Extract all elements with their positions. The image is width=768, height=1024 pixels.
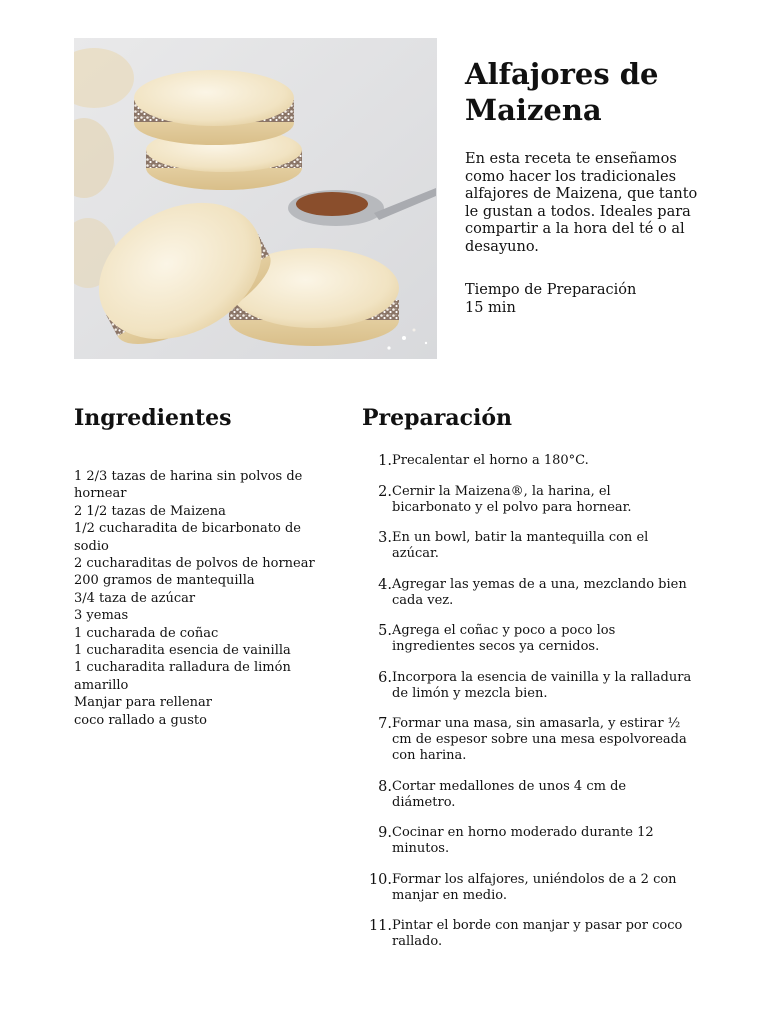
preparation-heading: Preparación bbox=[362, 405, 513, 431]
step-item bbox=[362, 623, 702, 655]
preparation-steps bbox=[362, 453, 702, 965]
prep-time bbox=[465, 282, 705, 317]
step-number: 11. bbox=[368, 918, 392, 934]
ingredient-item: 1 2/3 tazas de harina sin polvos de hornear bbox=[74, 469, 303, 502]
step-number: 1. bbox=[378, 453, 392, 469]
recipe-intro: En esta receta te enseñamos como hacer los tradicionales alfajores de Maizena, que tanto le gustan a todos. Ideales para compartir a la hora del té o al desayuno. bbox=[465, 151, 698, 255]
step-item bbox=[362, 779, 702, 811]
step-text: Formar los alfajores, uniéndolos de a 2 con manjar en medio. bbox=[392, 871, 677, 903]
step-number: 2. bbox=[378, 483, 392, 500]
recipe-photo bbox=[74, 38, 437, 359]
recipe-title: Alfajores de Maizena bbox=[465, 57, 659, 127]
ingredients-list bbox=[74, 468, 324, 729]
step-item bbox=[362, 577, 702, 609]
ingredient-item: 1/2 cucharadita de bicarbonato de sodio bbox=[74, 521, 302, 554]
step-text: Formar una masa, sin amasarla, y estirar ½ cm de espesor sobre una mesa espolvoreada con harina. bbox=[392, 716, 687, 763]
step-text: Pintar el borde con manjar y pasar por coco rallado. bbox=[392, 918, 683, 949]
step-item bbox=[362, 825, 702, 857]
step-number: 6. bbox=[378, 669, 392, 686]
step-text: Precalentar el horno a 180°C. bbox=[392, 453, 589, 468]
step-item bbox=[362, 484, 702, 516]
ingredient-item: 1 cucharadita esencia de vainilla bbox=[74, 643, 291, 659]
step-number: 4. bbox=[378, 576, 392, 593]
step-text: Cernir la Maizena®, la harina, el bicarbonato y el polvo para hornear. bbox=[392, 483, 632, 515]
step-item bbox=[362, 872, 702, 904]
step-text: Incorpora la esencia de vainilla y la ralladura de limón y mezcla bien. bbox=[392, 669, 692, 701]
prep-time-value: 15 min bbox=[465, 299, 516, 316]
ingredient-item: 2 1/2 tazas de Maizena bbox=[74, 503, 226, 519]
step-item bbox=[362, 530, 702, 562]
ingredient-item: 3/4 taza de azúcar bbox=[74, 590, 196, 606]
step-item bbox=[362, 670, 702, 702]
step-item bbox=[362, 918, 702, 950]
prep-time-label: Tiempo de Preparación bbox=[465, 282, 637, 298]
step-text: Agregar las yemas de a una, mezclando bien cada vez. bbox=[392, 576, 687, 608]
step-text: En un bowl, batir la mantequilla con el azúcar. bbox=[392, 530, 649, 561]
ingredients-heading: Ingredientes bbox=[74, 405, 232, 431]
ingredient-item: 2 cucharaditas de polvos de hornear bbox=[74, 556, 315, 572]
step-number: 8. bbox=[378, 778, 392, 795]
alfajores-image bbox=[74, 38, 437, 359]
step-text: Agrega el coñac y poco a poco los ingredientes secos ya cernidos. bbox=[392, 623, 616, 654]
step-text: Cortar medallones de unos 4 cm de diámetro. bbox=[392, 778, 627, 810]
step-text: Cocinar en horno moderado durante 12 minutos. bbox=[392, 825, 654, 856]
step-item bbox=[362, 453, 702, 469]
step-number: 7. bbox=[378, 716, 392, 732]
step-item bbox=[362, 716, 702, 764]
ingredient-item: coco rallado a gusto bbox=[74, 712, 207, 728]
step-number: 3. bbox=[378, 530, 392, 546]
step-number: 10. bbox=[368, 871, 392, 888]
ingredient-item: 1 cucharadita ralladura de limón amarillo bbox=[74, 660, 291, 693]
step-number: 5. bbox=[378, 623, 392, 639]
ingredient-item: 3 yemas bbox=[74, 608, 129, 624]
ingredient-item: Manjar para rellenar bbox=[74, 695, 212, 711]
ingredient-item: 200 gramos de mantequilla bbox=[74, 573, 255, 589]
step-number: 9. bbox=[378, 825, 392, 841]
ingredient-item: 1 cucharada de coñac bbox=[74, 625, 219, 641]
